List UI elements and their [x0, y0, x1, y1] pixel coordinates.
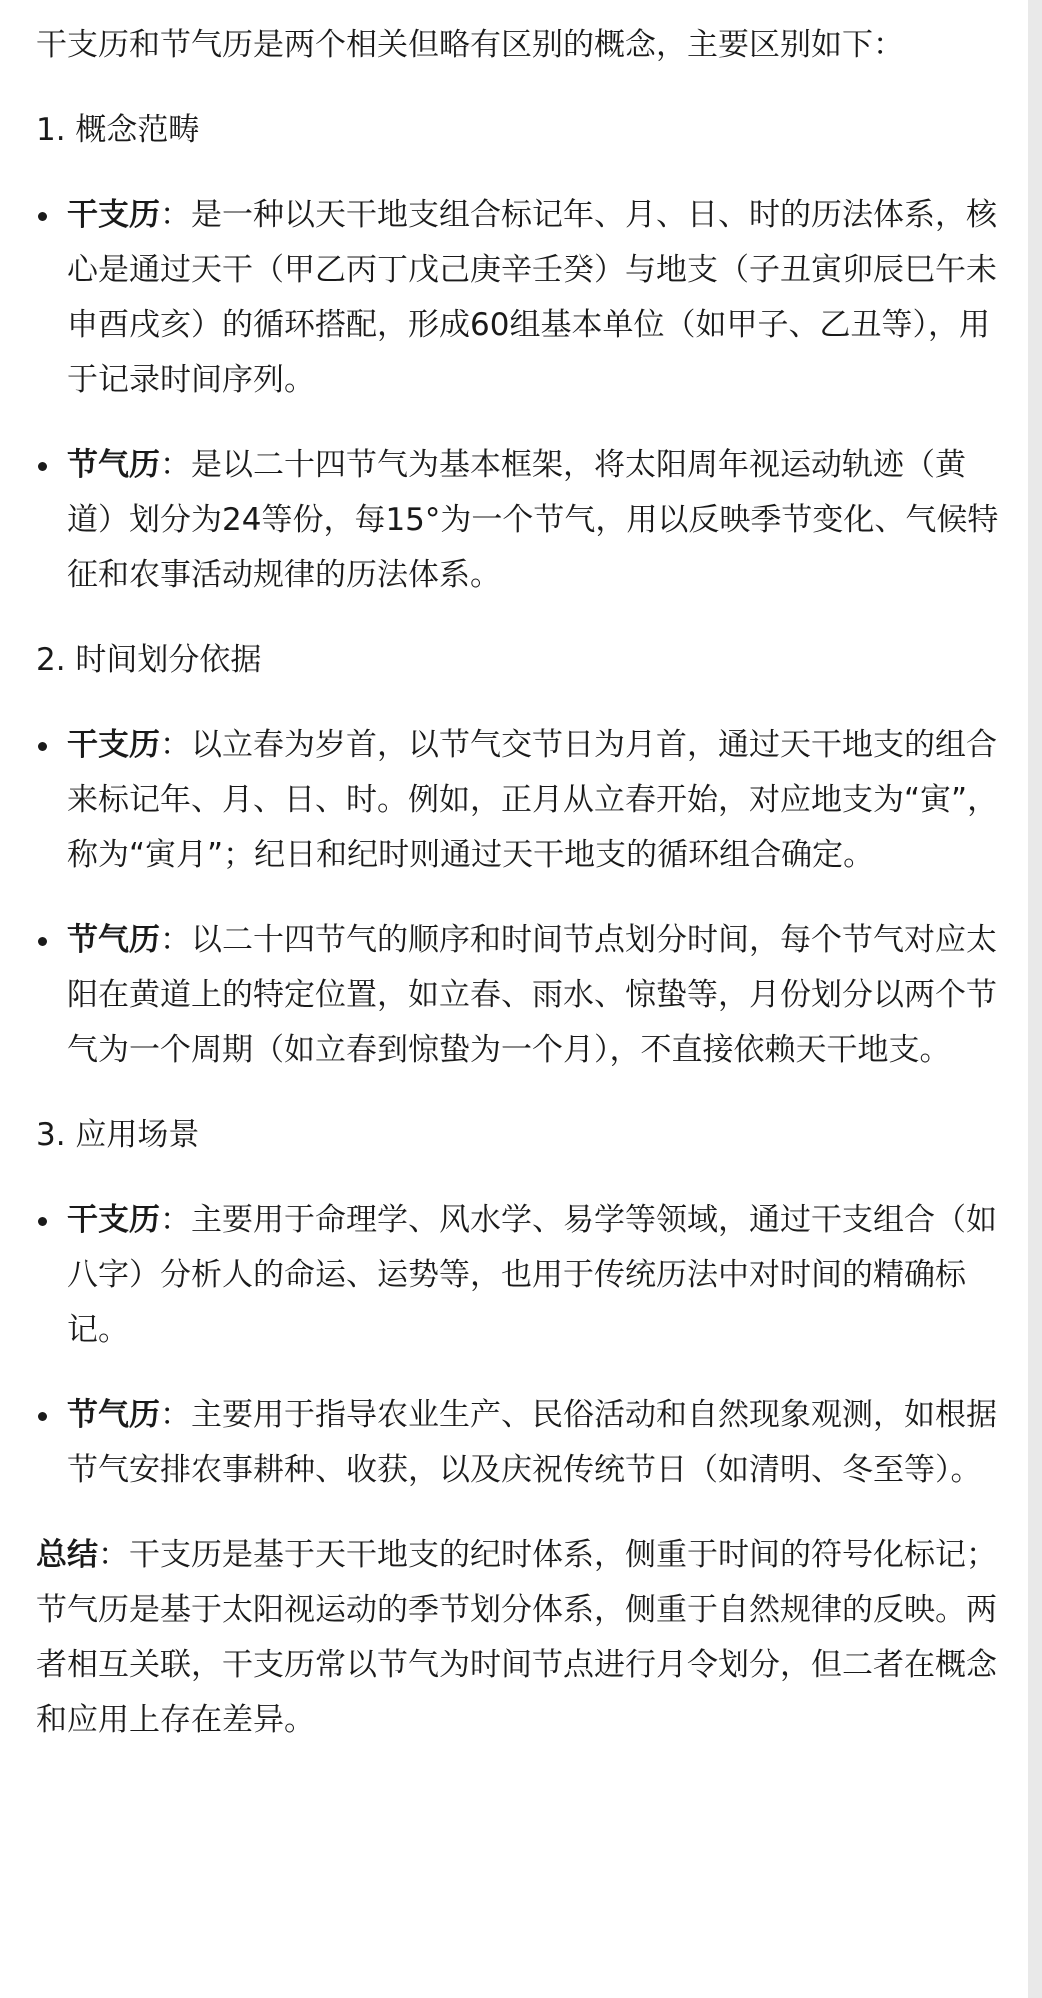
intro-paragraph: 干支历和节气历是两个相关但略有区别的概念，主要区别如下：: [36, 27, 904, 63]
section-heading-time-division: 2. 时间划分依据: [36, 642, 262, 678]
item-text: ：以立春为岁首，以节气交节日为月首，通过天干地支的组合来标记年、月、日、时。例如，正月从立春开始，对应地支为“寅”，称为“寅月”；纪日和纪时则通过天干地支的循环组合确定。: [67, 727, 999, 873]
item-text: ：是以二十四节气为基本框架，将太阳周年视运动轨迹（黄道）划分为24等份，每15°为一个节气，用以反映季节变化、气候特征和农事活动规律的历法体系。: [67, 447, 999, 593]
scrollbar-track[interactable]: [1028, 0, 1042, 1998]
answer-content: [36, 18, 1004, 1748]
item-term: 节气历: [67, 1397, 160, 1433]
list-item: [36, 1388, 1004, 1498]
summary-text: ：干支历是基于天干地支的纪时体系，侧重于时间的符号化标记；节气历是基于太阳视运动的季节划分体系，侧重于自然规律的反映。两者相互关联，干支历常以节气为时间节点进行月令划分，但二者在概念和应用上存在差异。: [36, 1537, 997, 1738]
list-item: [36, 438, 1004, 603]
list-item: [36, 188, 1004, 408]
list-item: [36, 1193, 1004, 1358]
item-text: ：是一种以天干地支组合标记年、月、日、时的历法体系，核心是通过天干（甲乙丙丁戊己庚辛壬癸）与地支（子丑寅卯辰巳午未申酉戌亥）的循环搭配，形成60组基本单位（如甲子、乙丑等），用于记录时间序列。: [67, 197, 997, 398]
summary-paragraph: [36, 1528, 1004, 1748]
item-term: 干支历: [67, 1202, 160, 1238]
bullet-dot-icon: [38, 462, 47, 471]
bullet-dot-icon: [38, 1217, 47, 1226]
summary-term: 总结: [36, 1537, 98, 1573]
section-list-applications: [36, 1193, 1004, 1498]
bullet-dot-icon: [38, 742, 47, 751]
item-text: ：主要用于命理学、风水学、易学等领域，通过干支组合（如八字）分析人的命运、运势等，也用于传统历法中对时间的精确标记。: [67, 1202, 997, 1348]
list-item: [36, 913, 1004, 1078]
list-item: [36, 718, 1004, 883]
section-heading-concept: 1. 概念范畴: [36, 112, 200, 148]
item-term: 节气历: [67, 447, 160, 483]
item-text: ：以二十四节气的顺序和时间节点划分时间，每个节气对应太阳在黄道上的特定位置，如立春、雨水、惊蛰等，月份划分以两个节气为一个周期（如立春到惊蛰为一个月），不直接依赖天干地支。: [67, 922, 997, 1068]
item-term: 干支历: [67, 727, 160, 763]
section-list-concept: [36, 188, 1004, 603]
section-list-time-division: [36, 718, 1004, 1078]
item-text: ：主要用于指导农业生产、民俗活动和自然现象观测，如根据节气安排农事耕种、收获，以及庆祝传统节日（如清明、冬至等）。: [67, 1397, 997, 1488]
bullet-dot-icon: [38, 212, 47, 221]
bullet-dot-icon: [38, 1412, 47, 1421]
item-term: 节气历: [67, 922, 160, 958]
item-term: 干支历: [67, 197, 160, 233]
section-heading-applications: 3. 应用场景: [36, 1117, 200, 1153]
bullet-dot-icon: [38, 937, 47, 946]
